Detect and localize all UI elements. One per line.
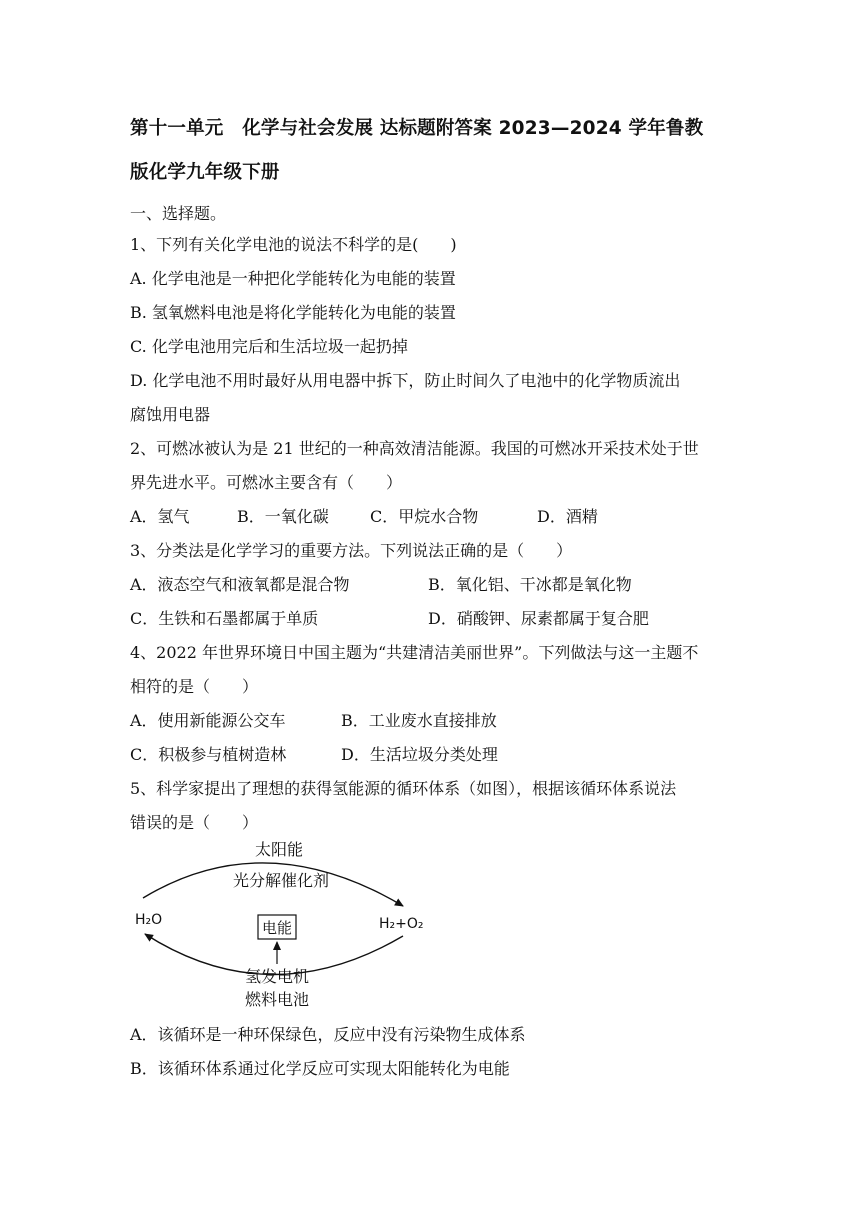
q5-option-a: A．该循环是一种环保绿色，反应中没有污染物生成体系 xyxy=(130,1025,526,1044)
solar-energy-label: 太阳能 xyxy=(254,840,304,859)
q3-option-c: C．生铁和石墨都属于单质 xyxy=(130,609,319,628)
electric-energy-label: 电能 xyxy=(261,919,293,937)
q1-option-b: B. 氢氧燃料电池是将化学能转化为电能的装置 xyxy=(130,303,456,322)
q4-stem: 4、2022 年世界环境日中国主题为“共建清洁美丽世界”。下列做法与这一主题不 xyxy=(130,643,699,662)
q5-stem: 5、科学家提出了理想的获得氢能源的循环体系（如图），根据该循环体系说法 xyxy=(130,779,677,798)
hydrogen-generator-label: 氢发电机 xyxy=(244,967,310,986)
q3-option-a: A．液态空气和液氧都是混合物 xyxy=(130,575,350,594)
q3-option-d: D．硝酸钾、尿素都属于复合肥 xyxy=(428,609,649,628)
hydrogen-cycle-diagram xyxy=(125,836,445,1014)
section-heading: 一、选择题。 xyxy=(130,204,227,223)
q5-option-b: B．该循环体系通过化学反应可实现太阳能转化为电能 xyxy=(130,1059,510,1078)
q2-option-c: C．甲烷水合物 xyxy=(370,507,479,526)
h2-o2-node: H₂+O₂ xyxy=(379,916,424,932)
q3-stem: 3、分类法是化学学习的重要方法。下列说法正确的是（ ） xyxy=(130,541,573,560)
q1-option-d-cont: 腐蚀用电器 xyxy=(130,405,211,424)
q2-stem: 2、可燃冰被认为是 21 世纪的一种高效清洁能源。我国的可燃冰开采技术处于世 xyxy=(130,439,699,458)
q2-option-d: D．酒精 xyxy=(537,507,598,526)
q1-option-d: D. 化学电池不用时最好从用电器中拆下，防止时间久了电池中的化学物质流出 xyxy=(130,371,681,390)
q4-option-d: D．生活垃圾分类处理 xyxy=(341,745,498,764)
q2-option-b: B．一氧化碳 xyxy=(237,507,329,526)
q4-option-c: C．积极参与植树造林 xyxy=(130,745,287,764)
q3-option-b: B．氧化铝、干冰都是氧化物 xyxy=(428,575,632,594)
q4-stem-cont: 相符的是（ ） xyxy=(130,677,259,696)
q1-option-c: C. 化学电池用完后和生活垃圾一起扔掉 xyxy=(130,337,408,356)
doc-title-line-1: 第十一单元 化学与社会发展 达标题附答案 2023—2024 学年鲁教 xyxy=(130,118,704,139)
q2-option-a: A．氢气 xyxy=(130,507,190,526)
q1-option-a: A. 化学电池是一种把化学能转化为电能的装置 xyxy=(130,269,456,288)
q2-stem-cont: 界先进水平。可燃冰主要含有（ ） xyxy=(130,473,403,492)
q4-option-a: A．使用新能源公交车 xyxy=(130,711,286,730)
q5-stem-cont: 错误的是（ ） xyxy=(130,813,259,832)
h2o-node: H₂O xyxy=(135,912,163,928)
catalyst-label: 光分解催化剂 xyxy=(232,871,330,890)
doc-title-line-2: 版化学九年级下册 xyxy=(130,162,280,183)
q1-stem: 1、下列有关化学电池的说法不科学的是( ) xyxy=(130,235,457,254)
q4-option-b: B．工业废水直接排放 xyxy=(341,711,497,730)
fuel-cell-label: 燃料电池 xyxy=(244,990,310,1009)
